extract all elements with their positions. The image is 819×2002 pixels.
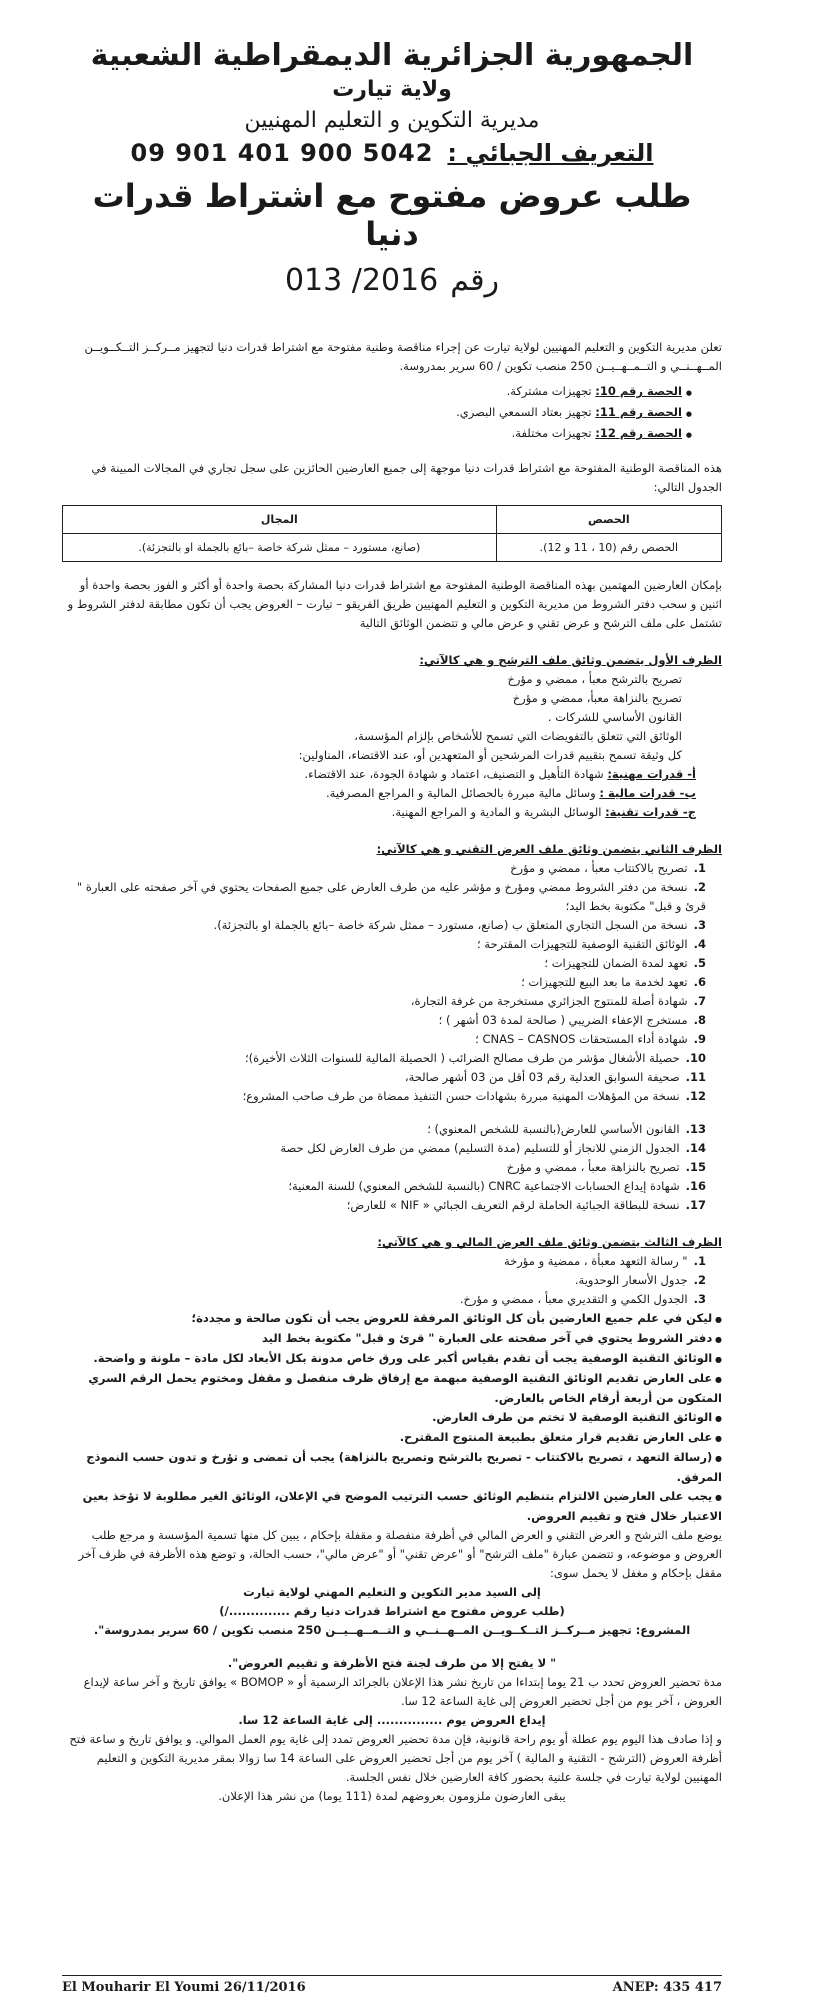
lot-label: الحصة رقم 10: bbox=[595, 384, 682, 398]
item-text: تصريح بالاكتتاب معبأ ، ممضي و مؤرخ bbox=[510, 861, 688, 875]
header bbox=[62, 38, 722, 298]
item-number: 13. bbox=[685, 1122, 706, 1136]
item-text: نسخة من المؤهلات المهنية مبررة بشهادات حسن التنفيذ ممضاة من طرف صاحب المشروع؛ bbox=[242, 1089, 680, 1103]
capacity-label: ج- قدرات تقنية: bbox=[605, 805, 696, 819]
envelope2-item bbox=[62, 992, 722, 1011]
item-text: حصيلة الأشغال مؤشر من طرف مصالح الضرائب ( الحصيلة المالية للسنوات الثلاث الأخيرة)؛ bbox=[245, 1051, 680, 1065]
lot-label: الحصة رقم 11: bbox=[595, 405, 682, 419]
item-text: الجدول الكمي و التقديري معبأ ، ممضي و مؤرخ. bbox=[459, 1292, 688, 1306]
cell-field: (صانع، مستورد – ممثل شركة خاصة –بائع بالجملة او بالتجزئة). bbox=[63, 534, 497, 562]
envelope2-item bbox=[62, 1196, 722, 1215]
capacity-label: أ- قدرات مهنية: bbox=[607, 767, 696, 781]
item-number: 9. bbox=[693, 1032, 706, 1046]
intro-text: تعلن مديرية التكوين و التعليم المهنيين لولاية تيارت عن إجراء مناقصة وطنية مفتوحة مع اشتراط قدرات دنيا لتجهيز مــركــز التــكــويــن المــهــنــي و التــمــهــيــن 250 منصب تكوين / 60 سرير بمدروسة. bbox=[84, 340, 722, 373]
item-number: 2. bbox=[693, 1273, 706, 1287]
item-text: شهادة أداء المستحقات CNAS – CASNOS ؛ bbox=[475, 1032, 688, 1046]
envelope2-item bbox=[62, 954, 722, 973]
envelope2-item bbox=[62, 1011, 722, 1030]
envelope2-item bbox=[62, 1120, 722, 1139]
note-item: ● ليكن في علم جميع العارضين بأن كل الوثائق المرفقة للعروض يجب أن تكون صالحة و مجددة؛ bbox=[62, 1309, 722, 1329]
envelope3-item bbox=[62, 1252, 722, 1271]
envelope2-item bbox=[62, 1139, 722, 1158]
closing-holiday: و إذا صادف هذا اليوم يوم عطلة أو يوم راحة قانونية، فإن مدة تحضير العروض تمدد إلى غاية يوم العمل الموالي. و يوافق تاريخ و ساعة فتح أظرفة العروض (الترشح - التقنية و المالية ) آخر يوم من أجل تحضير العروض على الساعة 14 سا زوالا بمقر مديرية التكوين و التعليم المهنيين لولاية تيارت في جلسة علنية بحضور كافة العارضين خلال نفس الجلسة. bbox=[69, 1732, 722, 1784]
anep-number: ANEP: 435 417 bbox=[612, 1980, 722, 1995]
domains-table bbox=[62, 505, 722, 562]
lot-text: تجهيز بعتاد السمعي البصري. bbox=[456, 405, 592, 419]
item-number: 15. bbox=[685, 1160, 706, 1174]
item-text: تعهد لخدمة ما بعد البيع للتجهيزات ؛ bbox=[521, 975, 688, 989]
lot-item bbox=[62, 424, 692, 445]
capacity-text: الوسائل البشرية و المادية و المراجع المهنية. bbox=[391, 805, 602, 819]
item-text: الجدول الزمني للانجاز أو للتسليم (مدة التسليم) ممضي من طرف العارض لكل حصة bbox=[280, 1141, 680, 1155]
closing-deposit: إيداع العروض يوم ............... إلى غاية الساعة 12 سا. bbox=[238, 1713, 546, 1727]
item-text: نسخة للبطاقة الجبائية الحاملة لرقم التعريف الجبائي « NIF » للعارض؛ bbox=[346, 1198, 680, 1212]
item-number: 5. bbox=[693, 956, 706, 970]
envelope2-item bbox=[62, 1177, 722, 1196]
item-text: صحيفة السوابق العدلية رقم 03 أقل من 03 أشهر صالحة، bbox=[404, 1070, 680, 1084]
envelope2-list bbox=[62, 859, 722, 1215]
capacity-text: شهادة التأهيل و التصنيف، اعتماد و شهادة الجودة، عند الاقتضاء. bbox=[304, 767, 604, 781]
wilaya-title: ولاية تيارت bbox=[332, 77, 452, 102]
address-project: المشروع: تجهيز مــركــز التــكــويــن المــهــنــي و التــمــهــيــن 250 منصب تكوين / 60 سرير بمدروسة". bbox=[93, 1623, 691, 1637]
newspaper-credit: El Mouharir El Youmi 26/11/2016 bbox=[62, 1980, 306, 1995]
item-number: 1. bbox=[693, 1254, 706, 1268]
direction-title: مديرية التكوين و التعليم المهنيين bbox=[244, 108, 540, 133]
item-number: 1. bbox=[693, 861, 706, 875]
item-number: 11. bbox=[685, 1070, 706, 1084]
address-ref: (طلب عروض مفتوح مع اشتراط قدرات دنيا رقم ............../) bbox=[219, 1604, 565, 1618]
addressed-text: هذه المناقصة الوطنية المفتوحة مع اشتراط قدرات دنيا موجهة إلى جميع العارضين الحائزين على سجل تجاري في المجالات المبينة في الجدول التالي: bbox=[91, 461, 722, 494]
number-value: 013 /2016 bbox=[284, 263, 439, 298]
envelope1-item: القانون الأساسي للشركات . bbox=[547, 710, 682, 724]
item-text: جدول الأسعار الوحدوية. bbox=[574, 1273, 688, 1287]
capacity-label: ب- قدرات مالية : bbox=[599, 786, 696, 800]
note-item: ● الوثائق التقنية الوصفية يجب أن تقدم بقياس أكبر على ورق خاص مدونة بكل الأبعاد لكل مادة – ملونة و واضحة. bbox=[62, 1349, 722, 1369]
lot-item bbox=[62, 382, 692, 403]
announcement-document bbox=[62, 30, 722, 1806]
tender-title: طلب عروض مفتوح مع اشتراط قدرات دنيا bbox=[92, 177, 692, 253]
item-number: 3. bbox=[693, 918, 706, 932]
envelope2-item bbox=[62, 878, 722, 916]
capacity-text: وسائل مالية مبررة بالحصائل المالية و المراجع المصرفية. bbox=[326, 786, 596, 800]
item-number: 3. bbox=[693, 1292, 706, 1306]
announcement-body bbox=[62, 338, 722, 1806]
envelope1-title: الظرف الأول يتضمن وثائق ملف الترشح و هي كالآتي: bbox=[419, 653, 722, 667]
column-header-field: المجال bbox=[63, 506, 497, 534]
item-text: نسخة من دفتر الشروط ممضي ومؤرخ و مؤشر عليه من طرف العارض على جميع الصفحات يحتوي في آخر صفحته على العبارة " قرئ و قبل" مكتوبة بخط اليد؛ bbox=[76, 880, 706, 913]
envelope3-item bbox=[62, 1290, 722, 1309]
participation-text: بإمكان العارضين المهتمين بهذه المناقصة الوطنية المفتوحة مع اشتراط قدرات دنيا المشاركة بحصة واحدة أو أكثر و الفوز بحصة واحدة أو اثنين و سحب دفتر الشروط من مديرية التكوين و التعليم المهنيين طريق الفريقو – تيارت – العروض يجب أن تكون مطابقة لدفتر الشروط و تشتمل على ملف الترشح و عرض تقني و عرض مالي و تتضمن الوثائق التالية bbox=[67, 578, 722, 630]
item-number: 8. bbox=[693, 1013, 706, 1027]
note-item: ● دفتر الشروط يحتوي في آخر صفحته على العبارة " قرئ و قبل" مكتوبة بخط اليد bbox=[62, 1329, 722, 1349]
item-text: تصريح بالنزاهة معبأ ، ممضي و مؤرخ bbox=[506, 1160, 680, 1174]
envelope2-item bbox=[62, 973, 722, 992]
envelope2-item bbox=[62, 1030, 722, 1049]
page-footer bbox=[62, 1975, 722, 1995]
item-number: 2. bbox=[693, 880, 706, 894]
number-label: رقم bbox=[450, 263, 500, 298]
nif-label: التعريف الجبائي : bbox=[447, 139, 654, 167]
envelope2-item bbox=[62, 1049, 722, 1068]
address-to: إلى السيد مدير التكوين و التعليم المهني لولاية تيارت bbox=[243, 1585, 541, 1599]
item-number: 7. bbox=[693, 994, 706, 1008]
envelope1-item: تصريح بالترشح معبأ ، ممضي و مؤرخ bbox=[507, 672, 682, 686]
closing-prep: مدة تحضير العروض تحدد ب 21 يوما إبتداءا من تاريخ نشر هذا الإعلان بالجرائد الرسمية أو « BOMOP » يوافق تاريخ و آخر ساعة لإيداع العروض ، آخر يوم من أجل تحضير العروض إلى غاية الساعة 12 سا. bbox=[83, 1675, 722, 1708]
item-number: 6. bbox=[693, 975, 706, 989]
closing-validity: يبقى العارضون ملزومون بعروضهم لمدة (111 يوما) من نشر هذا الإعلان. bbox=[218, 1789, 566, 1803]
lots-list bbox=[62, 382, 692, 445]
capacity-line bbox=[62, 784, 722, 803]
envelope1-item: تصريح بالنزاهة معبأ، ممضي و مؤرخ bbox=[512, 691, 682, 705]
item-number: 10. bbox=[685, 1051, 706, 1065]
capacity-line bbox=[62, 803, 722, 822]
lot-label: الحصة رقم 12: bbox=[595, 426, 682, 440]
lot-text: تجهيزات مختلفة. bbox=[511, 426, 592, 440]
note-item: ● (رسالة التعهد ، تصريح بالاكتتاب - تصريح بالترشح وتصريح بالنزاهة) يجب أن تمضى و تؤرخ و تدون حسب النموذج المرفق. bbox=[62, 1448, 722, 1487]
envelope1-item: الوثائق التي تتعلق بالتفويضات التي تسمح للأشخاص بإلزام المؤسسة، bbox=[354, 729, 682, 743]
lot-text: تجهيزات مشتركة. bbox=[506, 384, 592, 398]
item-text: " رسالة التعهد معبأة ، ممضية و مؤرخة bbox=[503, 1254, 688, 1268]
closing-warning: " لا يفتح إلا من طرف لجنة فتح الأظرفة و تقييم العروض". bbox=[227, 1656, 557, 1670]
republic-title: الجمهورية الجزائرية الديمقراطية الشعبية bbox=[90, 38, 694, 73]
item-text: القانون الأساسي للعارض(بالنسبة للشخص المعنوي) ؛ bbox=[427, 1122, 680, 1136]
envelope2-item bbox=[62, 1158, 722, 1177]
envelope1-item: كل وثيقة تسمح بتقييم قدرات المرشحين أو المتعهدين أو، عند الاقتضاء، المناولين: bbox=[298, 748, 682, 762]
column-header-lots: الحصص bbox=[496, 506, 721, 534]
note-item: ● على العارض تقديم الوثائق التقنية الوصفية مبهمة مع إرفاق ظرف منفصل و مقفل ومختوم يحمل الرقم السري المتكون من أربعة أرقام الخاص بالعارض. bbox=[62, 1369, 722, 1408]
note-item: ● يجب على العارضين الالتزام بتنظيم الوثائق حسب الترتيب الموضح في الإعلان، الوثائق الغير مطلوبة لا تؤخذ بعين الاعتبار خلال فتح و تقييم العروض. bbox=[62, 1487, 722, 1526]
item-number: 17. bbox=[685, 1198, 706, 1212]
item-number: 4. bbox=[693, 937, 706, 951]
envelope2-title: الظرف الثاني يتضمن وثائق ملف العرض التقني و هي كالآتي: bbox=[376, 842, 722, 856]
item-text: تعهد لمدة الضمان للتجهيزات ؛ bbox=[544, 956, 688, 970]
cell-lots: الحصص رقم (10 ، 11 و 12). bbox=[496, 534, 721, 562]
lot-item bbox=[62, 403, 692, 424]
item-text: شهادة أصلة للمنتوج الجزائري مستخرجة من غرفة التجارة، bbox=[410, 994, 688, 1008]
envelope2-item bbox=[62, 916, 722, 935]
envelope2-item bbox=[62, 935, 722, 954]
item-number: 12. bbox=[685, 1089, 706, 1103]
nif-row bbox=[62, 139, 722, 167]
item-text: نسخة من السجل التجاري المتعلق ب (صانع، مستورد – ممثل شركة خاصة –بائع بالجملة او بالتجزئة). bbox=[213, 918, 688, 932]
item-text: مستخرج الإعفاء الضريبي ( صالحة لمدة 03 أشهر ) ؛ bbox=[438, 1013, 688, 1027]
item-text: شهادة إيداع الحسابات الاجتماعية CNRC (بالنسبة للشخص المعنوي) للسنة المعنية؛ bbox=[288, 1179, 680, 1193]
note-item: ● على العارض تقديم قرار متعلق بطبيعة المنتوج المقترح. bbox=[62, 1428, 722, 1448]
envelope2-item bbox=[62, 1087, 722, 1106]
envelope3-title: الظرف الثالث يتضمن وثائق ملف العرض المالي و هي كالآتي: bbox=[377, 1235, 722, 1249]
tender-number bbox=[62, 263, 722, 298]
envelope-instructions: يوضع ملف الترشح و العرض التقني و العرض المالي في أظرفة منفصلة و مقفلة بإحكام ، يبين كل منها تسمية المؤسسة و مرجع طلب العروض و موضوعه، و تتضمن عبارة "ملف الترشح" أو "عرض تقني" أو "عرض مالي"، حسب الحالة، و توضع هذه الأظرفة في ظرف آخر مقفل بإحكام و مغفل لا يحمل سوى: bbox=[78, 1528, 722, 1580]
item-text: الوثائق التقنية الوصفية للتجهيزات المقترحة ؛ bbox=[476, 937, 688, 951]
note-item: ● الوثائق التقنية الوصفية لا تختم من طرف العارض. bbox=[62, 1408, 722, 1428]
capacity-line bbox=[62, 765, 722, 784]
envelope3-item bbox=[62, 1271, 722, 1290]
envelope2-item bbox=[62, 1068, 722, 1087]
nif-value: 09 901 401 900 5042 bbox=[130, 139, 434, 167]
item-number: 14. bbox=[685, 1141, 706, 1155]
item-number: 16. bbox=[685, 1179, 706, 1193]
envelope2-item bbox=[62, 859, 722, 878]
